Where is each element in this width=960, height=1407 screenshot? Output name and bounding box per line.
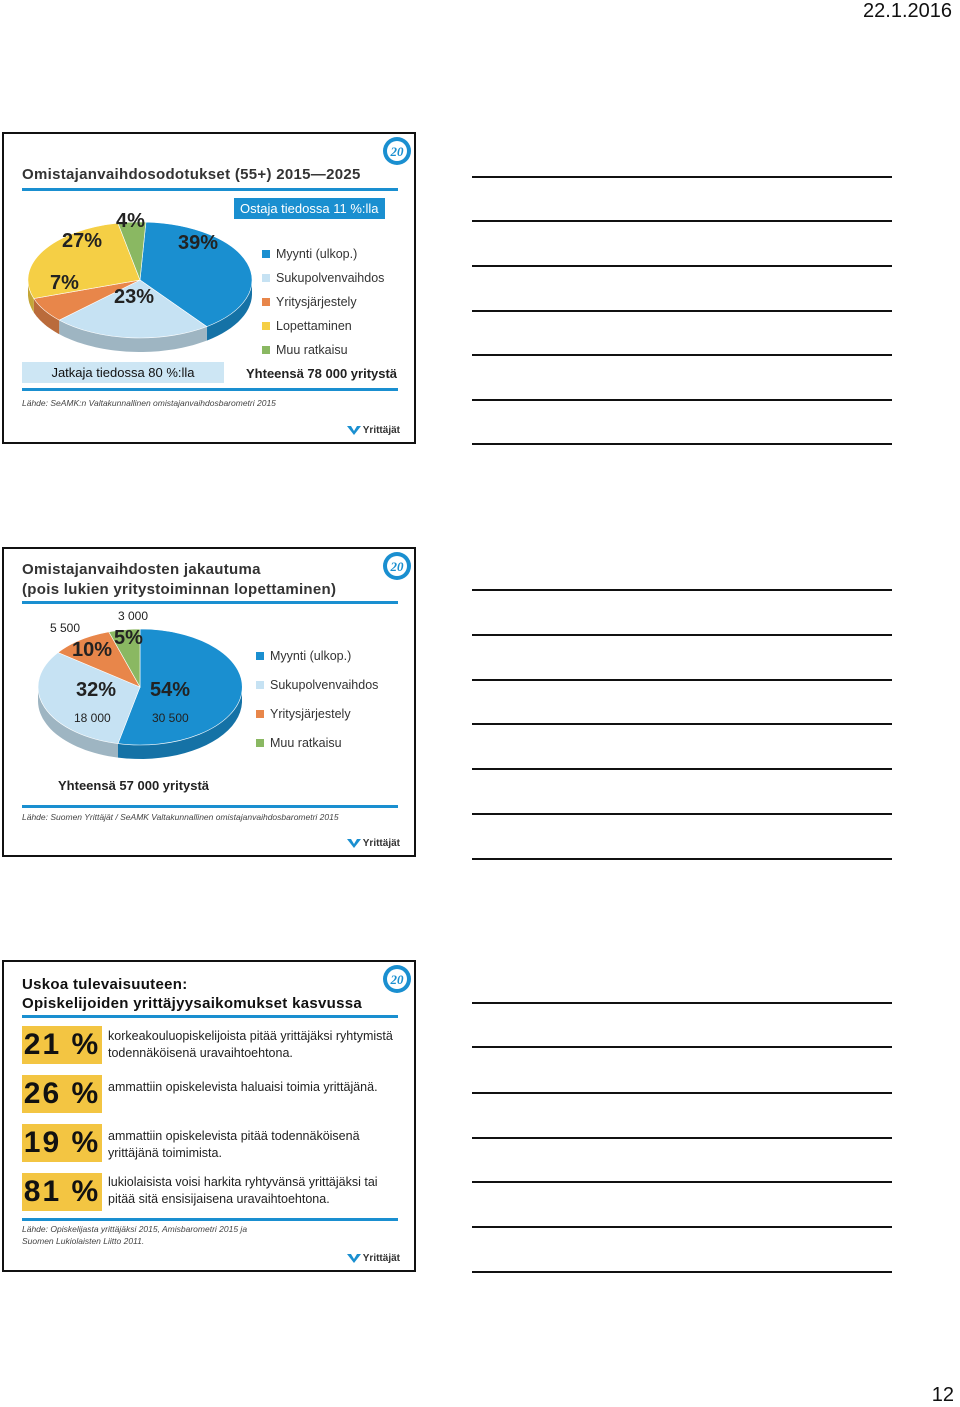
source-note: Lähde: Suomen Yrittäjät / SeAMK Valtakunnallinen omistajanvaihdosbarometri 2015 [22, 812, 339, 822]
note-line [472, 1046, 892, 1048]
note-line [472, 1092, 892, 1094]
logo-text: Yrittäjät [362, 838, 400, 849]
legend-swatch [256, 739, 264, 747]
slice-count-yritysjarjestely: 5 500 [50, 621, 81, 635]
slice-label-yritysjarjestely: 7% [50, 272, 79, 294]
legend-label: Muu ratkaisu [270, 735, 342, 750]
legend-item [262, 266, 384, 290]
legend-swatch [262, 298, 270, 306]
legend-swatch [256, 681, 264, 689]
legend-item [262, 338, 384, 362]
slide-title-line-1: Uskoa tulevaisuuteen: [22, 976, 188, 993]
legend-item [262, 314, 384, 338]
slide-title: Omistajanvaihdosodotukset (55+) 2015—2025 [22, 166, 361, 183]
stat-description: korkeakouluopiskelijoista pitää yrittäjäksi ryhtymistä todennäköisenä uravaihtoehtona. [108, 1029, 393, 1060]
slice-label-muu: 4% [116, 210, 145, 232]
note-line [472, 858, 892, 860]
legend-label: Myynti (ulkop.) [276, 247, 358, 261]
legend-swatch [256, 710, 264, 718]
title-underline [22, 188, 398, 191]
slide-title-line-2: (pois lukien yritystoiminnan lopettaminen) [22, 581, 337, 598]
legend-swatch [262, 274, 270, 282]
note-line [472, 265, 892, 267]
stat-description: ammattiin opiskelevista pitää todennäköisenä yrittäjänä toimimista. [108, 1129, 360, 1160]
slide-3 [2, 960, 416, 1272]
legend-swatch [256, 652, 264, 660]
legend-item [256, 670, 378, 699]
stat-value: 26 % [22, 1075, 102, 1113]
legend-swatch [262, 250, 270, 258]
note-line [472, 310, 892, 312]
legend-label: Sukupolvenvaihdos [270, 677, 379, 692]
yrittajat-logo [347, 425, 400, 436]
chart-legend [256, 641, 378, 757]
note-line [472, 723, 892, 725]
legend-label: Muu ratkaisu [276, 343, 348, 357]
slice-count-sukupolvenvaihdos: 18 000 [74, 711, 111, 725]
note-line [472, 768, 892, 770]
logo-mark-icon [347, 839, 361, 849]
source-note: Lähde: SeAMK:n Valtakunnallinen omistajanvaihdosbarometri 2015 [22, 398, 276, 408]
page-number: 12 [931, 1384, 954, 1406]
slice-label-sukupolvenvaihdos: 23% [114, 286, 155, 308]
total-count: Yhteensä 78 000 yritystä [246, 366, 398, 381]
slice-label-yritysjarjestely: 10% [72, 639, 113, 661]
note-line [472, 354, 892, 356]
note-line [472, 1181, 892, 1183]
note-line [472, 1271, 892, 1273]
legend-swatch [262, 322, 270, 330]
source-note-line-2: Suomen Lukiolaisten Liitto 2011. [22, 1236, 145, 1246]
anniversary-20-badge-icon [382, 551, 412, 581]
slide-2 [2, 547, 416, 857]
stat-value: 21 % [22, 1026, 102, 1064]
anniversary-20-badge-icon [382, 136, 412, 166]
legend-label: Myynti (ulkop.) [270, 648, 352, 663]
divider [22, 805, 398, 808]
note-line [472, 589, 892, 591]
buyer-known-callout: Ostaja tiedossa 11 %:lla [234, 198, 385, 219]
legend-item [256, 699, 378, 728]
svg-text:20: 20 [390, 144, 404, 159]
legend-item [262, 290, 384, 314]
slide-1 [2, 132, 416, 444]
logo-mark-icon [347, 426, 361, 436]
source-note-line-1: Lähde: Opiskelijasta yrittäjäksi 2015, Amisbarometri 2015 ja [22, 1224, 248, 1234]
note-line [472, 220, 892, 222]
svg-text:20: 20 [390, 559, 404, 574]
note-line [472, 813, 892, 815]
divider [22, 1218, 398, 1221]
title-underline [22, 1015, 398, 1018]
slide-title-line-1: Omistajanvaihdosten jakautuma [22, 561, 261, 578]
slice-count-muu: 3 000 [118, 609, 149, 623]
svg-text:20: 20 [390, 972, 404, 987]
stat-description: lukiolaisista voisi harkita ryhtyvänsä yrittäjäksi tai pitää sitä ensisijaisena uravaihtoehtona. [108, 1175, 378, 1206]
note-line [472, 634, 892, 636]
note-line [472, 1226, 892, 1228]
legend-label: Yritysjärjestely [270, 706, 351, 721]
yrittajat-logo [347, 1253, 400, 1264]
legend-label: Yritysjärjestely [276, 295, 357, 309]
slice-count-myynti: 30 500 [152, 711, 189, 725]
stat-value: 81 % [22, 1173, 102, 1211]
stat-value: 19 % [22, 1124, 102, 1162]
slice-label-lopettaminen: 27% [62, 230, 103, 252]
chart-legend [262, 242, 384, 362]
legend-item [256, 641, 378, 670]
stat-description: ammattiin opiskelevista haluaisi toimia yrittäjänä. [108, 1080, 378, 1094]
legend-label: Lopettaminen [276, 319, 352, 333]
logo-mark-icon [347, 1254, 361, 1264]
anniversary-20-badge-icon [382, 964, 412, 994]
note-line [472, 399, 892, 401]
slide-title-line-2: Opiskelijoiden yrittäjyysaikomukset kasvussa [22, 995, 363, 1012]
divider [22, 388, 398, 391]
logo-text: Yrittäjät [362, 1253, 400, 1264]
legend-item [262, 242, 384, 266]
note-line [472, 176, 892, 178]
legend-label: Sukupolvenvaihdos [276, 271, 385, 285]
slice-label-myynti: 39% [178, 232, 219, 254]
header-date: 22.1.2016 [863, 0, 952, 22]
note-line [472, 443, 892, 445]
slice-label-sukupolvenvaihdos: 32% [76, 679, 117, 701]
yrittajat-logo [347, 838, 400, 849]
note-line [472, 1002, 892, 1004]
slice-label-muu: 5% [114, 627, 143, 649]
total-count: Yhteensä 57 000 yritystä [58, 778, 210, 793]
slice-label-myynti: 54% [150, 679, 191, 701]
legend-swatch [262, 346, 270, 354]
logo-text: Yrittäjät [362, 425, 400, 436]
successor-known-callout: Jatkaja tiedossa 80 %:lla [22, 362, 224, 383]
note-line [472, 679, 892, 681]
legend-item [256, 728, 378, 757]
note-line [472, 1137, 892, 1139]
title-underline [22, 601, 398, 604]
